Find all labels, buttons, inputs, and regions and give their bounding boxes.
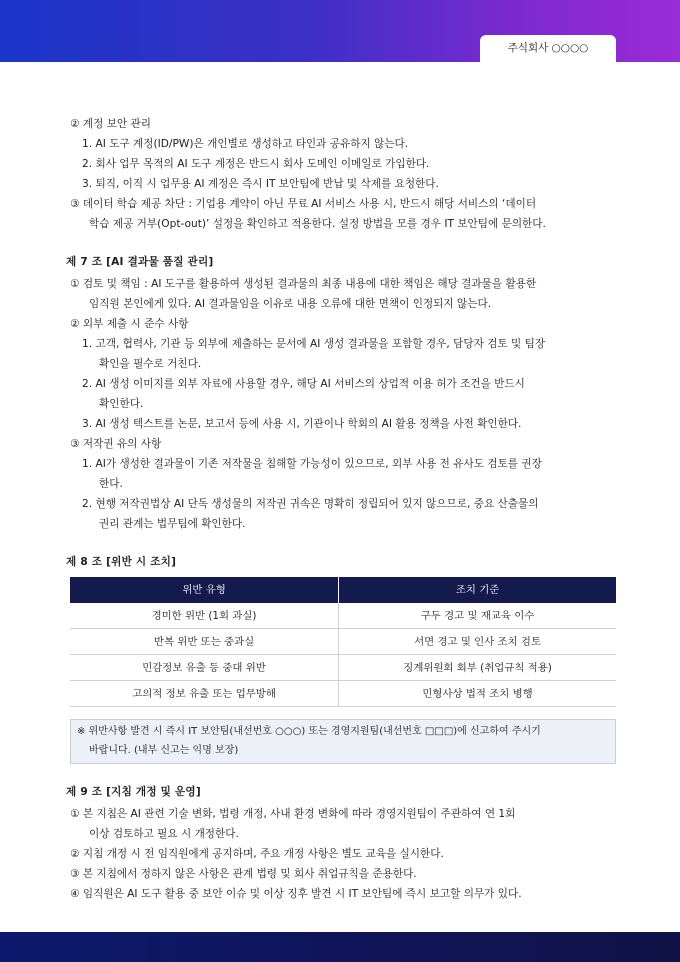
table-row [70,681,616,707]
list-item: 2. 회사 업무 목적의 AI 도구 계정은 반드시 회사 도메인 이메일로 가입한다. [82,158,430,170]
violation-type-cell: 경미한 위반 (1회 과실) [70,603,339,629]
list-item-cont: 확인한다. [99,398,144,410]
list-item: 3. AI 생성 텍스트를 논문, 보고서 등에 사용 시, 기관이나 학회의 AI 활용 정책을 사전 확인한다. [82,418,522,430]
table-row [70,629,616,655]
list-item: 2. 현행 저작권법상 AI 단독 생성물의 저작권 귀속은 명확히 정립되어 있지 않으므로, 중요 산출물의 [82,498,539,510]
violation-type-cell: 민감정보 유출 등 중대 위반 [70,655,339,681]
notice-paragraph: ② 지침 개정 시 전 임직원에게 공지하며, 주요 개정 사항은 별도 교육을 실시한다. [70,848,444,860]
table-header-row [70,577,616,603]
list-item-cont: 권리 관계는 법무팀에 확인한다. [99,518,246,530]
table-row [70,655,616,681]
review-responsibility-cont: 임직원 본인에게 있다. AI 결과물임을 이유로 내용 오류에 대한 면책이 인정되지 않는다. [89,298,492,310]
action-standard-cell: 서면 경고 및 인사 조치 검토 [339,629,616,655]
action-standard-cell: 징계위원회 회부 (취업규칙 적용) [339,655,616,681]
report-note-box [70,719,616,764]
action-standard-header: 조치 기준 [339,577,616,603]
company-name: 주식회사 ○○○○ [480,35,616,63]
list-item-cont: 확인을 필수로 거친다. [99,358,202,370]
article8-heading: 제 8 조 [위반 시 조치] [66,556,177,568]
violation-type-header: 위반 유형 [70,577,339,603]
action-standard-cell: 구두 경고 및 재교육 이수 [339,603,616,629]
list-item: 1. AI가 생성한 결과물이 기존 저작물을 침해할 가능성이 있으므로, 외부 사용 전 유사도 검토를 권장 [82,458,542,470]
optout-paragraph-cont: 학습 제공 거부(Opt-out)’ 설정을 확인하고 적용한다. 설정 방법을 모를 경우 IT 보안팀에 문의한다. [89,218,546,230]
list-item-cont: 한다. [99,478,123,490]
revision-paragraph-cont: 이상 검토하고 필요 시 개정한다. [89,828,239,840]
reporting-duty-paragraph: ④ 임직원은 AI 도구 활용 중 보안 이슈 및 이상 징후 발견 시 IT 보안팀에 즉시 보고할 의무가 있다. [70,888,522,900]
document-body [66,114,616,904]
external-submission-title: ② 외부 제출 시 준수 사항 [70,318,189,330]
applicable-rules-paragraph: ③ 본 지침에서 정하지 않은 사항은 관계 법령 및 회사 취업규칙을 준용한다. [70,868,417,880]
article9-heading: 제 9 조 [지침 개정 및 운영] [66,786,201,798]
list-item: 1. 고객, 협력사, 기관 등 외부에 제출하는 문서에 AI 생성 결과물을 포함할 경우, 담당자 검토 및 팀장 [82,338,546,350]
optout-paragraph: ③ 데이터 학습 제공 차단 : 기업용 계약이 아닌 무료 AI 서비스 사용 시, 반드시 해당 서비스의 ‘데이터 [70,198,537,210]
revision-paragraph: ① 본 지침은 AI 관련 기술 변화, 법령 개정, 사내 환경 변화에 따라 경영지원팀이 주관하여 연 1회 [70,808,516,820]
table-row [70,603,616,629]
violation-type-cell: 고의적 정보 유출 또는 업무방해 [70,681,339,707]
review-responsibility: ① 검토 및 책임 : AI 도구를 활용하여 생성된 결과물의 최종 내용에 대한 책임은 해당 결과물을 활용한 [70,278,537,290]
list-item: 1. AI 도구 계정(ID/PW)은 개인별로 생성하고 타인과 공유하지 않는다. [82,138,409,150]
list-item: 2. AI 생성 이미지를 외부 자료에 사용할 경우, 해당 AI 서비스의 상업적 이용 허가 조건을 반드시 [82,378,525,390]
list-item: 3. 퇴직, 이직 시 업무용 AI 계정은 즉시 IT 보안팀에 반납 및 삭제를 요청한다. [82,178,439,190]
article7-heading: 제 7 조 [AI 결과물 품질 관리] [66,256,214,268]
account-security-title: ② 계정 보안 관리 [70,118,152,130]
action-standard-cell: 민형사상 법적 조치 병행 [339,681,616,707]
report-note-cont: 바랍니다. (내부 신고는 익명 보장) [89,745,239,756]
violation-measures-table [70,577,616,707]
footer-band [0,932,680,962]
copyright-title: ③ 저작권 유의 사항 [70,438,162,450]
report-note: ※ 위반사항 발견 시 즉시 IT 보안팀(내선번호 ○○○) 또는 경영지원팀(내선번호 □□□)에 신고하여 주시기 [77,726,541,737]
violation-type-cell: 반복 위반 또는 중과실 [70,629,339,655]
